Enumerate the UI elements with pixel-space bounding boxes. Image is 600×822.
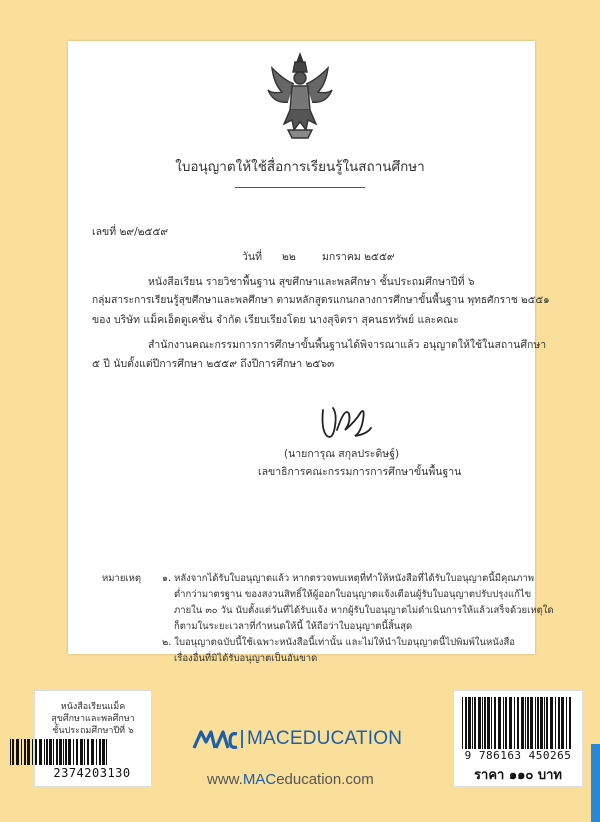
isbn-number: 9 786163 450265 bbox=[464, 749, 572, 762]
barcode-bar bbox=[537, 697, 539, 749]
book-label-line-3: ชั้นประถมศึกษาปีที่ ๖ bbox=[52, 726, 134, 736]
barcode-bar bbox=[498, 697, 501, 749]
barcode-bar bbox=[482, 697, 483, 749]
barcode-bar bbox=[462, 697, 463, 749]
note-2-line-1: ๒. ใบอนุญาตฉบับนี้ใช้เฉพาะหนังสือนี้เท่านั้น และไม่ให้นำใบอนุญาตนี้ไปพิมพ์ในหนังสือ bbox=[162, 637, 515, 648]
barcode-bar bbox=[16, 739, 19, 765]
barcode-bar bbox=[505, 697, 507, 749]
barcode-bar bbox=[544, 697, 545, 749]
barcode-bar bbox=[555, 697, 556, 749]
notes-label: หมายเหตุ bbox=[102, 573, 142, 584]
isbn-barcode bbox=[460, 697, 576, 749]
body-paragraph-1-line-3: ของ บริษัท แม็คเอ็ดดูเคชั่น จำกัด เรียบเรียงโดย นางสุจิตรา สุคนธทรัพย์ และคณะ bbox=[92, 314, 459, 326]
note-1-line-4: ก็ตามในระยะเวลาที่กำหนดให้นี้ ให้ถือว่าใบอนุญาตนี้สิ้นสุด bbox=[174, 621, 413, 632]
barcode-bar bbox=[503, 697, 504, 749]
barcode-bar bbox=[102, 739, 105, 765]
barcode-bar bbox=[468, 697, 471, 749]
barcode-bar bbox=[49, 739, 52, 765]
brand-name-prefix: MAC bbox=[247, 728, 290, 749]
barcode-bar bbox=[56, 739, 58, 765]
title-underline bbox=[235, 187, 365, 188]
body-paragraph-1-line-1: หนังสือเรียน รายวิชาพื้นฐาน สุขศึกษาและพลศึกษา ชั้นประถมศึกษาปีที่ ๖ bbox=[148, 276, 475, 288]
date-month-year: มกราคม ๒๕๕๙ bbox=[322, 251, 395, 263]
barcode-bar bbox=[474, 697, 476, 749]
barcode-bar bbox=[39, 739, 42, 765]
barcode-bar bbox=[46, 739, 48, 765]
website-suffix: education.com bbox=[276, 771, 374, 788]
note-1-line-1: ๑. หลังจากได้รับใบอนุญาตแล้ว หากตรวจพบเหตุที่ทำให้หนังสือที่ได้รับใบอนุญาตนี้มีคุณภาพ bbox=[162, 573, 535, 584]
barcode-bar bbox=[521, 697, 524, 749]
barcode-bar bbox=[21, 739, 22, 765]
barcode-bar bbox=[517, 697, 519, 749]
barcode-bar bbox=[472, 697, 473, 749]
signature-mark bbox=[315, 400, 373, 442]
barcode-bar bbox=[96, 739, 97, 765]
barcode-bar bbox=[494, 697, 496, 749]
barcode-bar bbox=[558, 697, 560, 749]
note-2-line-2: เรื่องอื่นที่มิได้รับอนุญาตเป็นอันขาด bbox=[174, 653, 318, 664]
note-1-line-2: ต่ำกว่ามาตรฐาน ของสงวนสิทธิ์ให้ผู้ออกใบอนุญาตแจ้งเตือนผู้รับใบอนุญาตปรับปรุงแก้ไข bbox=[174, 589, 532, 600]
barcode-bar bbox=[106, 739, 107, 765]
barcode-bar bbox=[10, 739, 11, 765]
brand-name-suffix: EDUCATION bbox=[289, 728, 403, 749]
accent-strip bbox=[591, 744, 600, 822]
barcode-bar bbox=[91, 739, 94, 765]
barcode-bar bbox=[63, 739, 64, 765]
barcode-bar bbox=[569, 697, 571, 749]
body-paragraph-2-line-1: สำนักงานคณะกรรมการการศึกษาขั้นพื้นฐานได้พิจารณาแล้ว อนุญาตให้ใช้ในสถานศึกษา bbox=[148, 339, 547, 351]
barcode-bar bbox=[514, 697, 515, 749]
barcode-bar bbox=[484, 697, 486, 749]
stock-barcode bbox=[8, 739, 110, 765]
barcode-bar bbox=[525, 697, 526, 749]
barcode-bar bbox=[546, 697, 548, 749]
barcode-bar bbox=[84, 739, 85, 765]
book-label-line-1: หนังสือเรียนแม็ค bbox=[60, 702, 126, 712]
brand-name bbox=[247, 728, 402, 750]
website-highlight: MAC bbox=[242, 771, 277, 788]
brand-separator bbox=[241, 730, 243, 748]
garuda-emblem-icon bbox=[264, 50, 336, 142]
barcode-bar bbox=[465, 697, 467, 749]
barcode-bar bbox=[73, 739, 74, 765]
body-paragraph-2-line-2: ๕ ปี นับตั้งแต่ปีการศึกษา ๒๕๕๙ ถึงปีการศึกษา ๒๕๖๓ bbox=[92, 358, 335, 370]
signer-position: เลขาธิการคณะกรรมการการศึกษาขั้นพื้นฐาน bbox=[258, 466, 462, 478]
barcode-bar bbox=[535, 697, 536, 749]
barcode-bar bbox=[550, 697, 553, 749]
barcode-bar bbox=[24, 739, 26, 765]
book-label-line-2: สุขศึกษาและพลศึกษา bbox=[51, 714, 135, 724]
date-label: วันที่ bbox=[242, 251, 262, 263]
isbn-panel bbox=[453, 690, 583, 787]
barcode-bar bbox=[478, 697, 481, 749]
barcode-bar bbox=[27, 739, 30, 765]
barcode-bar bbox=[32, 739, 33, 765]
barcode-bar bbox=[561, 697, 564, 749]
barcode-bar bbox=[566, 697, 567, 749]
barcode-bar bbox=[491, 697, 492, 749]
mac-logo-icon bbox=[192, 728, 238, 750]
price-label: ราคา ๑๑๐ บาท bbox=[474, 768, 562, 783]
body-paragraph-1-line-2: กลุ่มสาระการเรียนรู้สุขศึกษาและพลศึกษา ตามหลักสูตรแกนกลางการศึกษาขั้นพื้นฐาน พุทธศักราช ๒๕๕๑ bbox=[92, 295, 550, 306]
document-title: ใบอนุญาตให้ใช้สื่อการเรียนรู้ในสถานศึกษา bbox=[175, 159, 425, 175]
barcode-bar bbox=[65, 739, 67, 765]
barcode-bar bbox=[509, 697, 512, 749]
barcode-bar bbox=[76, 739, 78, 765]
barcode-bar bbox=[530, 697, 533, 749]
barcode-bar bbox=[87, 739, 89, 765]
barcode-bar bbox=[540, 697, 543, 749]
date-day: ๒๒ bbox=[282, 251, 296, 263]
barcode-bar bbox=[68, 739, 71, 765]
license-number: เลขที่ ๒๙/๒๕๕๙ bbox=[92, 226, 169, 238]
stock-barcode-number: 2374203130 bbox=[53, 766, 131, 780]
signer-name: (นายการุณ สกุลประดิษฐ์) bbox=[284, 448, 400, 460]
barcode-bar bbox=[12, 739, 14, 765]
website-prefix: www. bbox=[207, 771, 243, 788]
note-1-line-3: ภายใน ๓๐ วัน นับตั้งแต่วันที่ได้รับแจ้ง หากผู้รับใบอนุญาตไม่ดำเนินการให้แล้วเสร็จด้วยเหตุใด bbox=[174, 605, 554, 616]
barcode-bar bbox=[35, 739, 37, 765]
barcode-bar bbox=[527, 697, 529, 749]
barcode-bar bbox=[487, 697, 490, 749]
barcode-bar bbox=[44, 739, 45, 765]
barcode-bar bbox=[80, 739, 83, 765]
barcode-bar bbox=[59, 739, 62, 765]
website-link[interactable] bbox=[207, 771, 374, 788]
barcode-bar bbox=[53, 739, 54, 765]
barcode-bar bbox=[99, 739, 101, 765]
